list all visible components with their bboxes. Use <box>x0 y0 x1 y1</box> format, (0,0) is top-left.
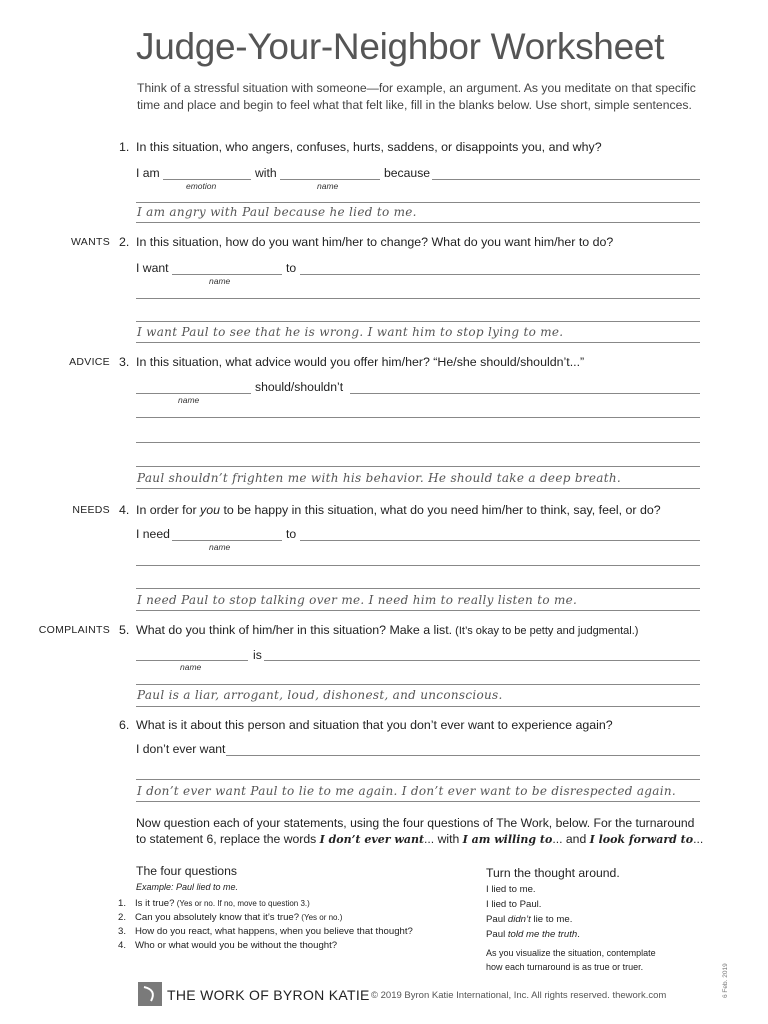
q1-name-field[interactable] <box>280 179 380 180</box>
q5-name-field[interactable] <box>136 660 248 661</box>
q1-emotion-field[interactable] <box>163 179 251 180</box>
q2-example-line[interactable] <box>136 342 700 343</box>
q4-name-field[interactable] <box>172 540 282 541</box>
q5-text: What do you think of him/her in this situation? Make a list. (It’s okay to be petty and judgmental.) <box>136 623 639 637</box>
q1-example: I am angry with Paul because he lied to me. <box>137 205 417 219</box>
q5-number: 5. <box>119 623 130 637</box>
q6-label: I don’t ever want <box>136 742 226 756</box>
q5-example: Paul is a liar, arrogant, loud, dishonest, and unconscious. <box>137 688 503 702</box>
q1-number: 1. <box>119 140 130 154</box>
q4-line-2[interactable] <box>136 565 700 566</box>
q1-example-line[interactable] <box>136 222 700 223</box>
q3-line-4[interactable] <box>136 466 700 467</box>
q3-sub-name: name <box>178 395 200 405</box>
q2-text: In this situation, how do you want him/her to change? What do you want him/her to do? <box>136 235 614 249</box>
turnaround-line-3: Paul didn’t lie to me. <box>486 914 573 925</box>
q5-sub-name: name <box>180 662 202 672</box>
q2-sub-name: name <box>209 276 231 286</box>
q1-label-because: because <box>384 166 431 180</box>
q4-text: In order for you to be happy in this situation, what do you need him/her to think, say, feel, or do? <box>136 503 661 517</box>
q5-example-line[interactable] <box>136 706 700 707</box>
q6-field[interactable] <box>226 755 700 756</box>
q2-number: 2. <box>119 235 130 249</box>
turnaround-line-4: Paul told me the truth. <box>486 929 580 940</box>
side-label-wants: WANTS <box>70 236 110 248</box>
q1-extra-line[interactable] <box>136 202 700 203</box>
four-questions-heading: The four questions <box>136 864 237 878</box>
turnaround-note-2: how each turnaround is as true or truer. <box>486 962 644 972</box>
q2-label-i-want: I want <box>136 261 169 275</box>
q1-because-field[interactable] <box>432 179 700 180</box>
q2-to-field[interactable] <box>300 274 700 275</box>
q2-label-to: to <box>286 261 297 275</box>
q1-label-i-am: I am <box>136 166 160 180</box>
q6-text: What is it about this person and situation that you don’t ever want to experience again? <box>136 718 613 732</box>
q3-label-should: should/shouldn’t <box>255 380 344 394</box>
q4-to-field[interactable] <box>300 540 700 541</box>
q6-example: I don’t ever want Paul to lie to me again. I don’t ever want to be disrespected again. <box>137 784 677 798</box>
four-questions-list <box>118 898 413 954</box>
now-line-2: to statement 6, replace the words I don’t ever want... with I am willing to... and I look forward to... <box>136 832 704 846</box>
question-item: 3. How do you react, what happens, when you believe that thought? <box>118 926 413 937</box>
q4-example: I need Paul to stop talking over me. I need him to really listen to me. <box>137 593 578 607</box>
q5-label-is: is <box>253 648 262 662</box>
q3-line-3[interactable] <box>136 442 700 443</box>
q6-example-line[interactable] <box>136 801 700 802</box>
q1-sub-name: name <box>317 181 339 191</box>
turnaround-line-1: I lied to me. <box>486 884 536 895</box>
footer-copyright: © 2019 Byron Katie International, Inc. All rights reserved. thework.com <box>371 990 667 1001</box>
q3-should-field[interactable] <box>350 393 700 394</box>
question-item: 1. Is it true? (Yes or no. If no, move to question 3.) <box>118 898 310 909</box>
side-label-complaints: COMPLAINTS <box>38 624 110 636</box>
footer-date: 6 Feb. 2019 <box>722 963 729 998</box>
q1-label-with: with <box>255 166 277 180</box>
q3-number: 3. <box>119 355 130 369</box>
side-label-needs: NEEDS <box>72 504 110 516</box>
logo-mark-icon <box>138 982 162 1006</box>
page-title: Judge-Your-Neighbor Worksheet <box>136 26 665 67</box>
q4-sub-name: name <box>209 542 231 552</box>
q6-number: 6. <box>119 718 130 732</box>
q2-line-3[interactable] <box>136 321 700 322</box>
intro-text: Think of a stressful situation with someone—for example, an argument. As you meditate on that specific time and place and begin to feel what that felt like, fill in the blanks below. Use short, simple sentences. <box>137 81 696 112</box>
q5-is-field[interactable] <box>264 660 700 661</box>
byron-katie-logo <box>138 982 162 1006</box>
q1-sub-emotion: emotion <box>186 181 217 191</box>
q3-line-2[interactable] <box>136 417 700 418</box>
q4-number: 4. <box>119 503 130 517</box>
q3-text: In this situation, what advice would you offer him/her? “He/she should/shouldn’t...” <box>136 355 585 369</box>
side-label-advice: ADVICE <box>69 356 110 368</box>
q4-example-line[interactable] <box>136 610 700 611</box>
q2-example: I want Paul to see that he is wrong. I want him to stop lying to me. <box>137 325 564 339</box>
q3-example: Paul shouldn’t frighten me with his behavior. He should take a deep breath. <box>137 471 621 485</box>
q4-line-3[interactable] <box>136 588 700 589</box>
q2-line-2[interactable] <box>136 298 700 299</box>
q2-name-field[interactable] <box>172 274 282 275</box>
q3-example-line[interactable] <box>136 488 700 489</box>
q4-label-to: to <box>286 527 297 541</box>
question-item: 4. Who or what would you be without the thought? <box>118 940 338 951</box>
four-questions-example: Example: Paul lied to me. <box>136 882 239 892</box>
turnaround-note-1: As you visualize the situation, contemplate <box>486 948 656 958</box>
footer-brand: THE WORK OF BYRON KATIE <box>167 987 370 1003</box>
q4-label-i-need: I need <box>136 527 170 541</box>
q3-name-field[interactable] <box>136 393 251 394</box>
turnaround-heading: Turn the thought around. <box>486 866 620 880</box>
turnaround-line-2: I lied to Paul. <box>486 899 542 910</box>
q6-line-2[interactable] <box>136 779 700 780</box>
question-item: 2. Can you absolutely know that it’s true? (Yes or no.) <box>118 912 343 923</box>
q5-line-2[interactable] <box>136 684 700 685</box>
q1-text: In this situation, who angers, confuses, hurts, saddens, or disappoints you, and why? <box>136 140 602 154</box>
now-line-1: Now question each of your statements, using the four questions of The Work, below. For the turnaround <box>136 816 695 830</box>
